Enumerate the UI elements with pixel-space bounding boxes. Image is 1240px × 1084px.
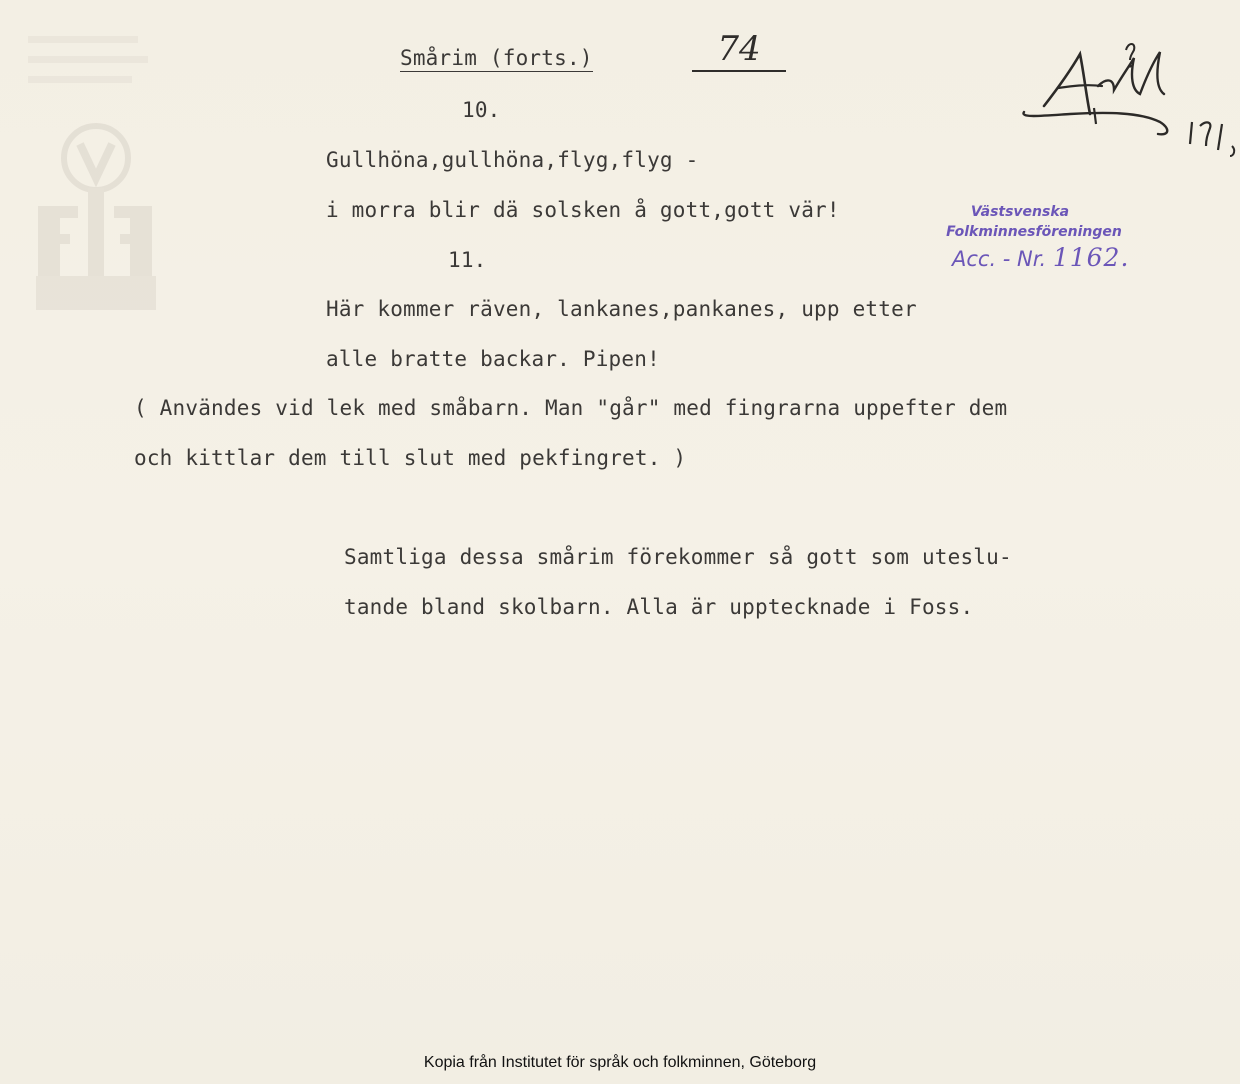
document-title: Smårim (forts.) bbox=[400, 46, 593, 70]
verse-11-line-1: Här kommer räven, lankanes,pankanes, upp etter bbox=[326, 297, 917, 321]
closing-line-2: tande bland skolbarn. Alla är upptecknade i Foss. bbox=[344, 595, 974, 619]
verse-11-number: 11. bbox=[448, 248, 487, 272]
verse-11-line-2: alle bratte backar. Pipen! bbox=[326, 347, 660, 371]
verse-10-number: 10. bbox=[462, 98, 501, 122]
note-line-2: och kittlar dem till slut med pekfingret. ) bbox=[134, 446, 687, 470]
closing-line-1: Samtliga dessa smårim förekommer så gott som uteslu- bbox=[344, 545, 1012, 569]
handwritten-signature-icon bbox=[1010, 28, 1240, 168]
stamp-line-1: Västsvenska bbox=[970, 204, 1070, 220]
page-number: 74 bbox=[692, 30, 786, 72]
stamp-accession bbox=[942, 243, 1142, 272]
stamp-line-2: Folkminnesföreningen bbox=[946, 224, 1122, 240]
copy-notice-footer: Kopia från Institutet för språk och folkminnen, Göteborg bbox=[423, 1054, 817, 1071]
vff-logo-watermark-icon bbox=[30, 118, 160, 318]
note-line-1: ( Användes vid lek med småbarn. Man "går" med fingrarna uppefter dem bbox=[134, 396, 1008, 420]
verse-10-line-2: i morra blir dä solsken å gott,gott vär! bbox=[326, 198, 840, 222]
verse-10-line-1: Gullhöna,gullhöna,flyg,flyg - bbox=[326, 148, 699, 172]
stamp-acc-number: 1162. bbox=[1052, 243, 1130, 272]
stamp-acc-label: Acc. - Nr. bbox=[952, 247, 1047, 271]
faint-header-imprint bbox=[28, 34, 168, 94]
archive-stamp bbox=[942, 204, 1142, 272]
